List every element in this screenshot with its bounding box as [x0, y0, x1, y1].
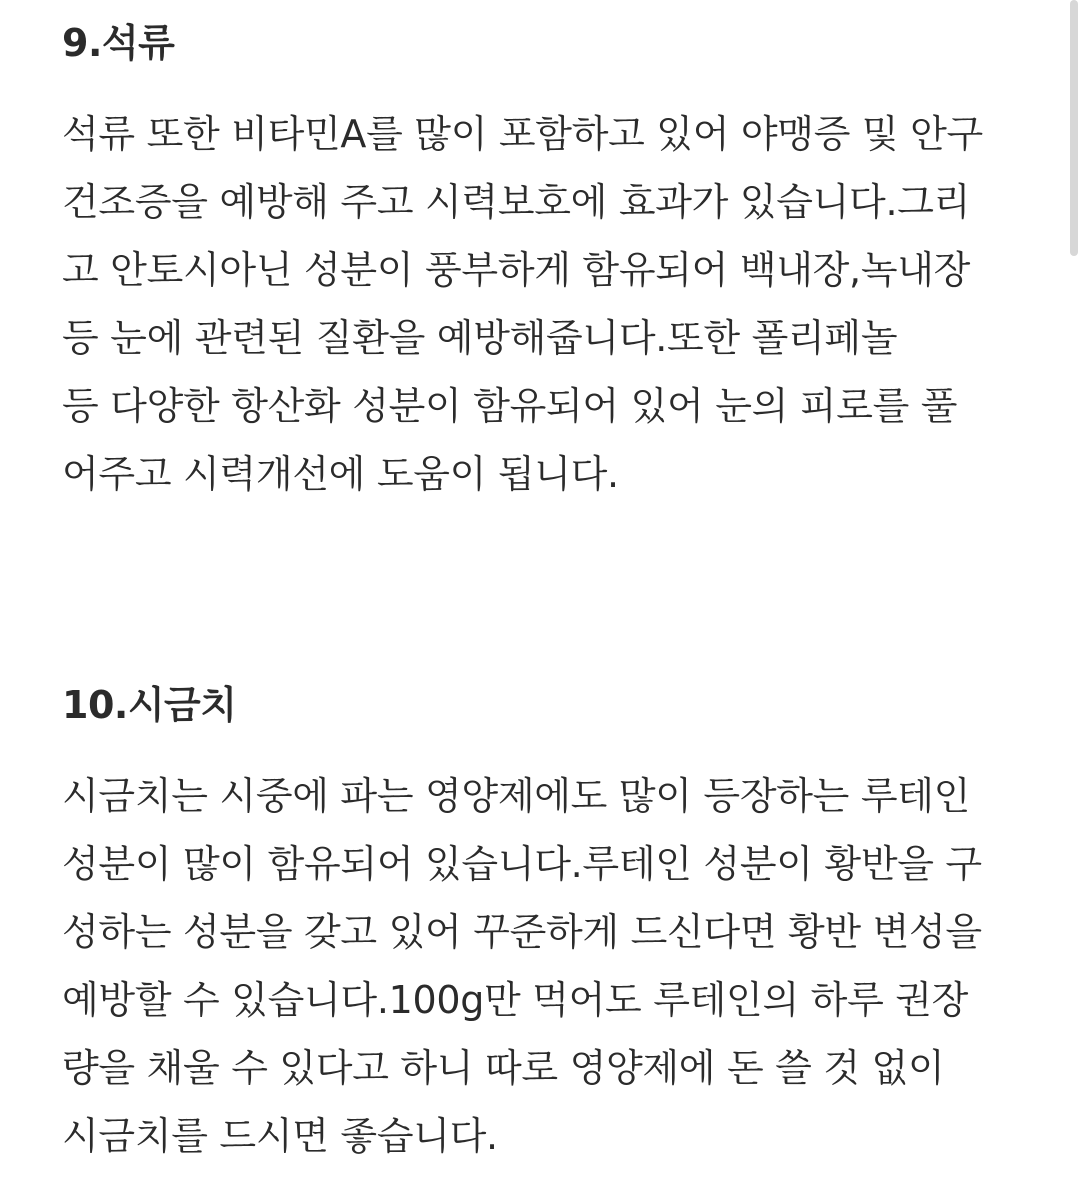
section-pomegranate [62, 20, 1032, 508]
body-text-line: 성하는 성분을 갖고 있어 꾸준하게 드신다면 황반 변성을 [62, 910, 982, 954]
body-text-line: 어주고 시력개선에 도움이 됩니다. [62, 452, 619, 496]
body-text-line: 시금치를 드시면 좋습니다. [62, 1114, 498, 1158]
body-text-line: 등 다양한 항산화 성분이 함유되어 있어 눈의 피로를 풀 [62, 384, 958, 428]
section-body [62, 762, 1032, 1170]
body-text-line: 예방할 수 있습니다.100g만 먹어도 루테인의 하루 권장 [62, 978, 969, 1022]
section-spinach [62, 682, 1032, 1170]
article-content [62, 0, 1032, 1170]
vertical-scrollbar[interactable] [1066, 0, 1080, 260]
body-text-line: 석류 또한 비타민A를 많이 포함하고 있어 야맹증 및 안구 [62, 112, 983, 156]
section-heading: 9.석류 [62, 21, 175, 65]
body-text-line: 고 안토시아닌 성분이 풍부하게 함유되어 백내장,녹내장 [62, 248, 971, 292]
body-text-line: 시금치는 시중에 파는 영양제에도 많이 등장하는 루테인 [62, 774, 971, 818]
scrollbar-thumb[interactable] [1070, 0, 1078, 256]
body-text-line: 량을 채울 수 있다고 하니 따로 영양제에 돈 쓸 것 없이 [62, 1046, 945, 1090]
section-heading: 10.시금치 [62, 683, 237, 727]
body-text-line: 성분이 많이 함유되어 있습니다.루테인 성분이 황반을 구 [62, 842, 982, 886]
body-text-line: 건조증을 예방해 주고 시력보호에 효과가 있습니다.그리 [62, 180, 971, 224]
section-body [62, 100, 1032, 508]
body-text-line: 등 눈에 관련된 질환을 예방해줍니다.또한 폴리페놀 [62, 316, 898, 360]
